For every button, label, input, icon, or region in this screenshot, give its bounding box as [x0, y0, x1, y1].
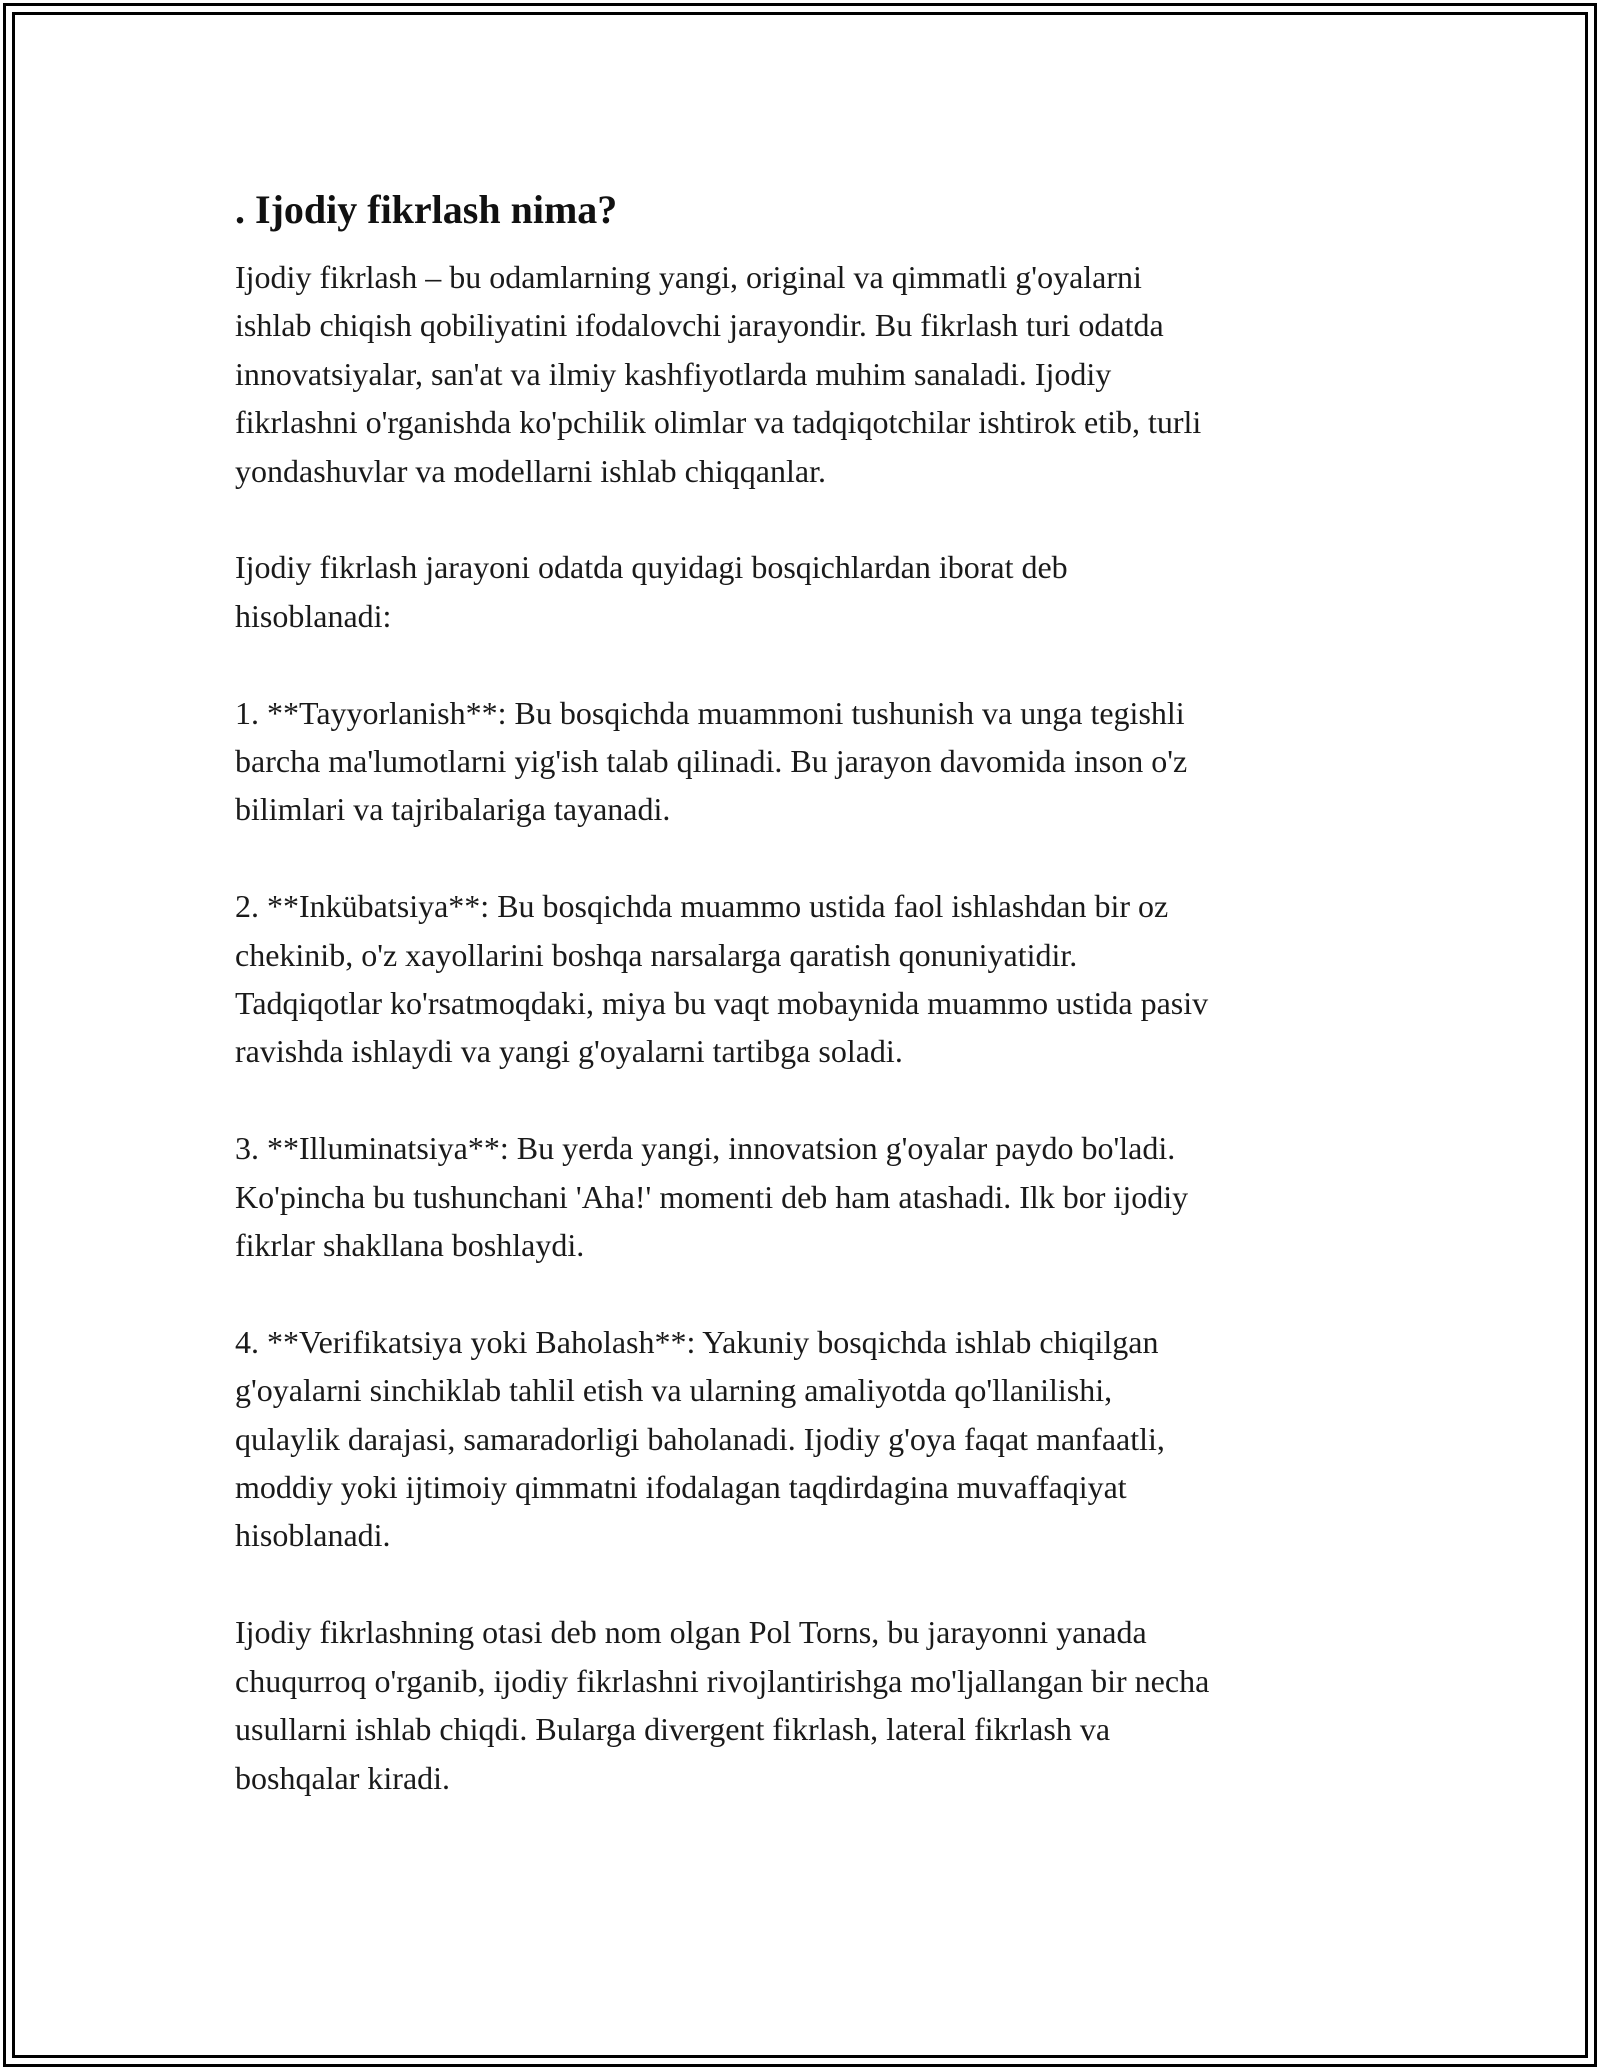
stage-1-paragraph: 1. **Tayyorlanish**: Bu bosqichda muammoni tushunish va unga tegishli barcha ma'lumotlarni yig'ish talab qilinadi. Bu jarayon davomida inson o'z bilimlari va tajribalariga tayanadi.: [235, 694, 1188, 828]
stage-3-paragraph: 3. **Illuminatsiya**: Bu yerda yangi, innovatsion g'oyalar paydo bo'ladi. Ko'pincha bu tushunchani 'Aha!' momenti deb ham atashadi. Ilk bor ijodiy fikrlar shakllana boshlaydi.: [235, 1130, 1189, 1264]
conclusion-paragraph: Ijodiy fikrlashning otasi deb nom olgan Pol Torns, bu jarayonni yanada chuqurroq o'rganib, ijodiy fikrlashni rivojlantirishga mo'ljallangan bir necha usullarni ishlab chiqdi. Bularga divergent fikrlash, lateral fikrlash va boshqalar kiradi.: [235, 1614, 1210, 1796]
stage-4-paragraph: 4. **Verifikatsiya yoki Baholash**: Yakuniy bosqichda ishlab chiqilgan g'oyalarni sinchiklab tahlil etish va ularning amaliyotda qo'llanilishi, qulaylik darajasi, samaradorligi baholanadi. Ijodiy g'oya faqat manfaatli, moddiy yoki ijtimoiy qimmatni ifodalagan taqdirdagina muvaffaqiyat hisoblanadi.: [235, 1323, 1165, 1554]
stage-2-paragraph: 2. **Inkübatsiya**: Bu bosqichda muammo ustida faol ishlashdan bir oz chekinib, o'z xayollarini boshqa narsalarga qaratish qonuniyatidir. Tadqiqotlar ko'rsatmoqdaki, miya bu vaqt mobaynida muammo ustida pasiv ravishda ishlaydi va yangi g'oyalarni tartibga soladi.: [235, 888, 1209, 1070]
document-title: . Ijodiy fikrlash nima?: [235, 187, 618, 232]
intro-paragraph: Ijodiy fikrlash – bu odamlarning yangi, original va qimmatli g'oyalarni ishlab chiqish qobiliyatini ifodalovchi jarayondir. Bu fikrlash turi odatda innovatsiyalar, san'at va ilmiy kashfiyotlarda muhim sanaladi. Ijodiy fikrlashni o'rganishda ko'pchilik olimlar va tadqiqotchilar ishtirok etib, turli yondashuvlar va modellarni ishlab chiqqanlar.: [235, 259, 1202, 489]
document-body: [235, 185, 1365, 1850]
stages-intro-paragraph: Ijodiy fikrlash jarayoni odatda quyidagi bosqichlardan iborat deb hisoblanadi:: [235, 549, 1068, 634]
